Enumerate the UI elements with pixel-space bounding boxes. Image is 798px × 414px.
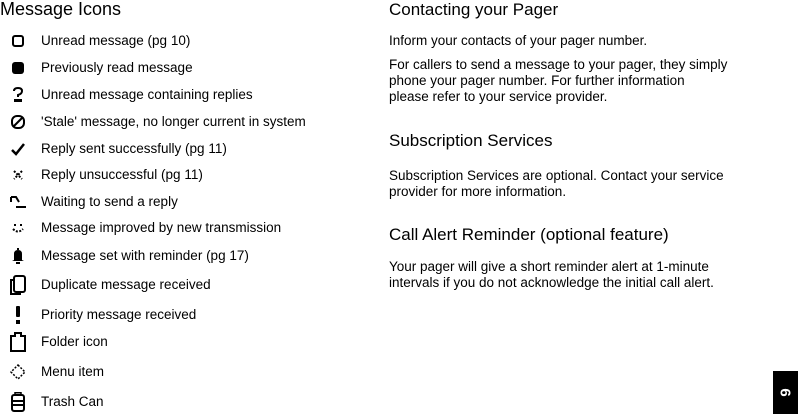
subscription-paragraph xyxy=(389,168,774,200)
reminder-paragraph xyxy=(389,259,774,291)
text-line: please refer to your service provider. xyxy=(389,89,608,104)
page-number-tab xyxy=(773,371,798,414)
contacting-title: Contacting your Pager xyxy=(389,0,559,19)
page-number: 6 xyxy=(777,388,794,397)
contacting-paragraph-2 xyxy=(389,57,774,105)
contacting-paragraph-1 xyxy=(389,33,774,49)
icon-row-waiting xyxy=(0,192,178,212)
icon-row-reminder xyxy=(0,246,249,266)
text-line: Subscription Services are optional. Contact your service xyxy=(389,168,724,183)
unread-with-replies-icon xyxy=(0,85,36,105)
icon-label: Reply unsuccessful (pg 11) xyxy=(41,167,203,182)
folder-icon xyxy=(0,332,36,352)
reminder-title: Call Alert Reminder (optional feature) xyxy=(389,225,669,244)
improved-message-icon xyxy=(0,218,36,238)
icon-row-unread xyxy=(0,31,191,51)
reply-sent-icon xyxy=(0,139,36,159)
duplicate-message-icon xyxy=(0,275,36,295)
reminder-bell-icon xyxy=(0,246,36,266)
icon-label: Message set with reminder (pg 17) xyxy=(41,248,249,263)
text-line: Inform your contacts of your pager number. xyxy=(389,33,648,48)
icon-row-priority xyxy=(0,305,197,325)
icon-row-folder xyxy=(0,332,108,352)
icon-row-trash xyxy=(0,392,104,412)
section-title: Message Icons xyxy=(0,0,122,19)
text-line: For callers to send a message to your pager, they simply xyxy=(389,57,728,72)
text-line: phone your pager number. For further information xyxy=(389,73,685,88)
text-line: Your pager will give a short reminder alert at 1-minute xyxy=(389,259,709,274)
icon-label: Trash Can xyxy=(41,394,104,409)
icon-label: Waiting to send a reply xyxy=(41,194,178,209)
menu-item-icon xyxy=(0,362,36,382)
read-message-icon xyxy=(0,58,36,78)
icon-label: Menu item xyxy=(41,364,105,379)
icon-label: Duplicate message received xyxy=(41,277,211,292)
stale-message-icon xyxy=(0,112,36,132)
icon-label: Priority message received xyxy=(41,307,197,322)
icon-row-reply-sent xyxy=(0,139,227,159)
icon-row-duplicate xyxy=(0,275,211,295)
trash-can-icon xyxy=(0,392,36,412)
icon-label: 'Stale' message, no longer current in system xyxy=(41,114,306,129)
icon-label: Message improved by new transmission xyxy=(41,220,282,235)
text-line: intervals if you do not acknowledge the initial call alert. xyxy=(389,275,714,290)
icon-row-menu xyxy=(0,362,105,382)
icon-row-read xyxy=(0,58,193,78)
unread-message-icon xyxy=(0,31,36,51)
icon-row-reply-failed xyxy=(0,165,203,185)
icon-row-replies xyxy=(0,85,253,105)
icon-label: Folder icon xyxy=(41,334,108,349)
priority-message-icon xyxy=(0,305,36,325)
text-line: provider for more information. xyxy=(389,184,567,199)
icon-row-stale xyxy=(0,112,306,132)
subscription-title: Subscription Services xyxy=(389,131,553,150)
icon-label: Previously read message xyxy=(41,60,193,75)
icon-label: Reply sent successfully (pg 11) xyxy=(41,141,227,156)
icon-label: Unread message containing replies xyxy=(41,87,253,102)
waiting-reply-icon xyxy=(0,192,36,212)
icon-row-improved xyxy=(0,218,282,238)
icon-label: Unread message (pg 10) xyxy=(41,33,191,48)
reply-failed-icon xyxy=(0,165,36,185)
